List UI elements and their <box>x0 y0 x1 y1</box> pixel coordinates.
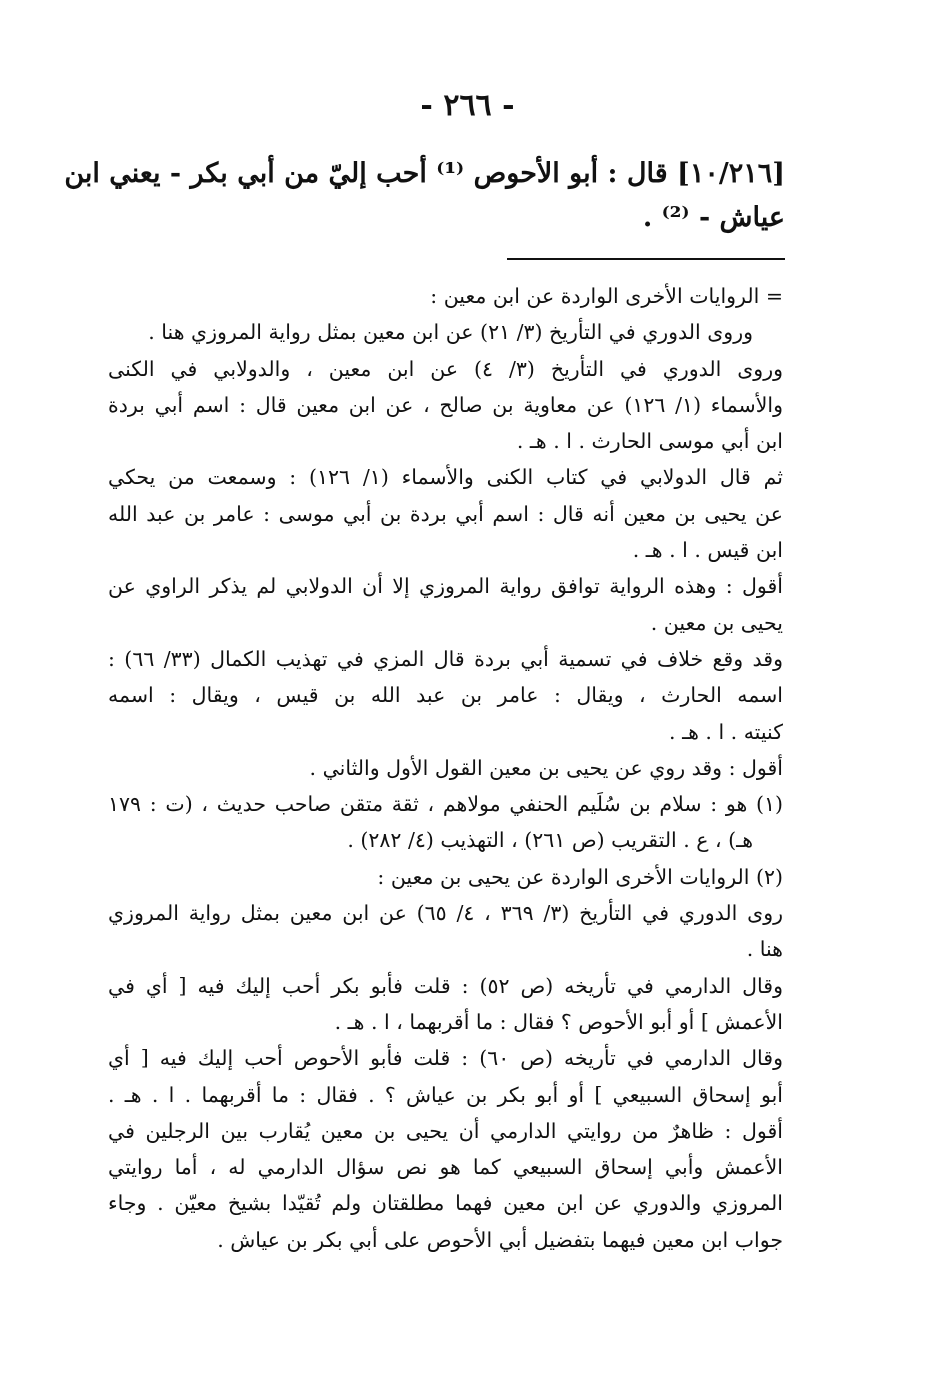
footnote-2-line: الأعمش ] أو أبو الأحوص ؟ فقال : ما أقربهما ، ا . هـ . <box>334 1009 783 1034</box>
footnote-line: ابن قيس . ا . هـ . <box>632 538 783 563</box>
footnote-2-line: (٢) الروايات الأخرى الواردة عن يحيى بن معين : <box>377 864 783 889</box>
footnote-separator <box>507 258 785 260</box>
footnote-2-line: الأعمش وأبي إسحاق السبيعي كما هو نص سؤال الدارمي له ، أما روايتي <box>108 1155 783 1180</box>
footnote-line: = الروايات الأخرى الواردة عن ابن معين : <box>430 284 783 308</box>
main-text <box>64 152 785 240</box>
footnote-2-line: وقال الدارمي في تأريخه (ص ٥٢) : قلت فأبو بكر أحب إليك فيه [ أي في <box>108 973 783 998</box>
footnote-line: ابن أبي موسى الحارث . ا . هـ . <box>516 429 783 454</box>
footnotes <box>108 278 783 1258</box>
footnote-line: وروى الدوري في التأريخ (٣/ ٢١) عن ابن معين بمثل رواية المروزي هنا . <box>148 320 753 345</box>
footnote-line: وروى الدوري في التأريخ (٣/ ٤) عن ابن معين ، والدولابي في الكنى <box>108 356 783 381</box>
footnote-line: اسمه الحارث ، ويقال : عامر بن عبد الله بن قيس ، ويقال : اسمه <box>108 683 783 708</box>
footnote-2-line: وقال الدارمي في تأريخه (ص ٦٠) : قلت فأبو الأحوص أحب إليك فيه [ أي <box>108 1046 783 1071</box>
footnote-line: وقد وقع خلاف في تسمية أبي بردة قال المزي في تهذيب الكمال (٣٣/ ٦٦) : <box>108 646 783 671</box>
main-text-line: عياش - ⁽²⁾ . <box>642 202 785 233</box>
footnote-1-line: هـ) ، ع . التقريب (ص ٢٦١) ، التهذيب (٤/ ٢٨٢) . <box>347 828 753 853</box>
footnote-line: أقول : وهذه الرواية توافق رواية المروزي إلا أن الدولابي لم يذكر الراوي عن <box>108 574 783 599</box>
footnote-line: أقول : وقد روي عن يحيى بن معين القول الأول والثاني . <box>309 755 783 780</box>
footnote-line: والأسماء (١/ ١٢٦) عن معاوية بن صالح ، عن ابن معين قال : اسم أبي بردة <box>108 392 783 417</box>
footnote-line: كنيته . ا . هـ . <box>669 719 783 744</box>
footnote-line: عن يحيى بن معين أنه قال : اسم أبي بردة بن أبي موسى : عامر بن عبد الله <box>108 501 783 526</box>
footnote-line: يحيى بن معين . <box>650 610 783 635</box>
footnote-2-line: المروزي والدوري عن ابن معين فهما مطلقتان ولم تُقيّدا بشيخ معيّن . وجاء <box>108 1191 783 1216</box>
footnote-2-line: أقول : ظاهرٌ من روايتي الدارمي أن يحيى بن معين يُقارب بين الرجلين في <box>108 1118 783 1143</box>
main-text-line: [١٠/٢١٦] قال : أبو الأحوص ⁽¹⁾ أحب إليّ من أبي بكر - يعني ابن <box>64 158 785 189</box>
footnote-line: ثم قال الدولابي في كتاب الكنى والأسماء (١/ ١٢٦) : وسمعت من يحكي <box>108 465 783 490</box>
footnote-2-line: روى الدوري في التأريخ (٣/ ٣٦٩ ، ٤/ ٦٥) عن ابن معين بمثل رواية المروزي <box>108 901 783 926</box>
footnote-1-line: (١) هو : سلام بن سُلَيم الحنفي مولاهم ، ثقة متقن صاحب حديث ، (ت : ١٧٩ <box>108 792 783 817</box>
page-number: - ٢٦٦ - <box>420 88 515 123</box>
footnote-2-line: أبو إسحاق السبيعي ] أو أبو بكر بن عياش ؟ . فقال : ما أقربهما . ا . هـ . <box>108 1082 783 1107</box>
footnote-2-line: هنا . <box>746 937 783 962</box>
footnote-2-line: جواب ابن معين فيهما بتفضيل أبي الأحوص على أبي بكر بن عياش . <box>217 1227 783 1252</box>
